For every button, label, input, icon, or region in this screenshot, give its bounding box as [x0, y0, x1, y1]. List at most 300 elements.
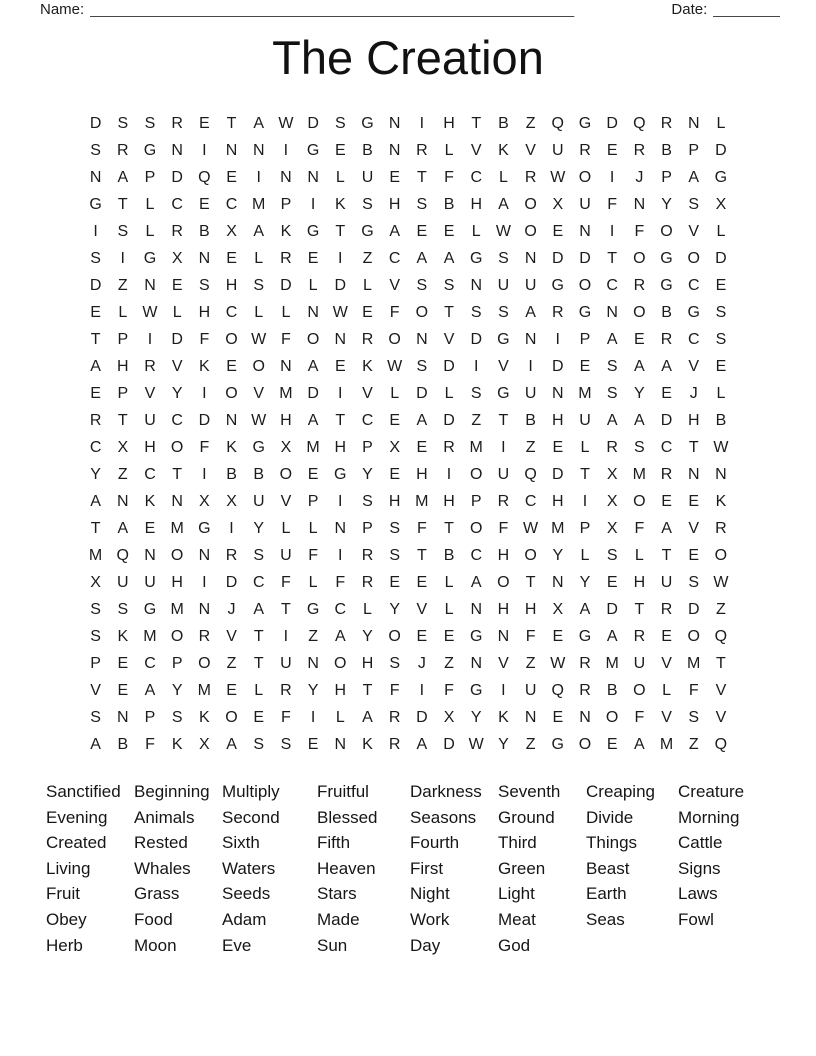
word-item: Adam: [222, 909, 267, 929]
grid-cell: L: [716, 114, 726, 132]
grid-row: [82, 488, 735, 515]
word-item: Meat: [498, 909, 536, 929]
grid-row: [82, 677, 735, 704]
grid-cell: D: [606, 114, 618, 132]
grid-cell: A: [307, 411, 319, 429]
grid-cell: K: [498, 708, 509, 726]
grid-cell: T: [634, 600, 645, 618]
grid-cell: U: [117, 573, 129, 591]
grid-cell: O: [170, 438, 184, 456]
grid-cell: C: [144, 654, 156, 672]
word-item: Beast: [586, 858, 630, 878]
grid-cell: E: [171, 276, 183, 294]
grid-cell: Z: [226, 654, 237, 672]
grid-cell: E: [226, 357, 237, 375]
grid-cell: R: [660, 600, 673, 618]
grid-cell: H: [334, 681, 347, 699]
grid-cell: P: [144, 708, 156, 726]
grid-cell: O: [687, 627, 700, 645]
word-item: Seeds: [222, 884, 271, 904]
word-item: Stars: [317, 884, 357, 904]
grid-cell: N: [225, 411, 238, 429]
grid-cell: E: [552, 708, 564, 726]
grid-cell: H: [524, 600, 537, 618]
grid-cell: L: [118, 303, 128, 321]
grid-cell: G: [714, 168, 728, 186]
grid-cell: E: [334, 141, 346, 159]
grid-cell: I: [338, 492, 343, 510]
grid-cell: O: [415, 303, 429, 321]
grid-cell: N: [715, 465, 727, 483]
grid-cell: W: [523, 519, 539, 537]
grid-cell: V: [280, 492, 292, 510]
grid-cell: I: [229, 519, 234, 537]
grid-cell: J: [689, 384, 698, 402]
grid-cell: V: [362, 384, 373, 402]
grid-cell: R: [388, 735, 401, 753]
grid-cell: G: [306, 141, 320, 159]
grid-cell: O: [714, 546, 728, 564]
grid-cell: A: [253, 222, 265, 240]
name-fill-line: __________________________________________________________: [90, 1, 575, 18]
word-item: Darkness: [410, 782, 482, 801]
grid-cell: M: [88, 546, 103, 564]
grid-cell: L: [281, 519, 291, 537]
grid-cell: Y: [362, 627, 373, 645]
grid-cell: Y: [661, 195, 672, 213]
grid-cell: H: [198, 303, 211, 321]
grid-cell: H: [144, 438, 156, 456]
grid-cell: L: [335, 708, 345, 726]
grid-cell: S: [389, 654, 400, 672]
grid-row: [82, 515, 735, 542]
grid-cell: F: [308, 546, 318, 564]
grid-cell: F: [416, 519, 427, 537]
grid-cell: G: [306, 600, 320, 618]
grid-cell: N: [117, 492, 129, 510]
grid-cell: P: [144, 168, 156, 186]
grid-cell: H: [633, 573, 646, 591]
grid-cell: S: [389, 519, 400, 537]
grid-cell: E: [715, 357, 727, 375]
grid-cell: E: [117, 654, 129, 672]
grid-cell: S: [606, 384, 618, 402]
grid-cell: R: [633, 627, 646, 645]
grid-cell: F: [335, 573, 346, 591]
grid-cell: N: [117, 708, 129, 726]
grid-cell: R: [715, 519, 727, 537]
grid-cell: D: [198, 411, 211, 429]
grid-cell: E: [661, 384, 672, 402]
word-bank-column: [46, 779, 134, 958]
word-item: Ground: [498, 807, 555, 827]
grid-cell: W: [332, 303, 348, 321]
word-bank-column: [317, 779, 410, 958]
grid-cell: W: [713, 573, 729, 591]
grid-cell: S: [416, 195, 428, 213]
grid-cell: F: [525, 627, 536, 645]
grid-cell: O: [469, 519, 483, 537]
grid-cell: A: [606, 627, 618, 645]
word-item: Fifth: [317, 833, 351, 853]
grid-cell: H: [388, 195, 401, 213]
grid-cell: F: [281, 573, 291, 591]
grid-cell: O: [198, 654, 211, 672]
grid-cell: N: [334, 735, 347, 753]
grid-cell: F: [145, 735, 155, 753]
grid-cell: I: [202, 384, 207, 402]
grid-cell: L: [444, 600, 454, 618]
grid-cell: S: [90, 627, 101, 645]
grid-cell: O: [687, 249, 700, 267]
grid-cell: T: [362, 681, 373, 699]
grid-cell: F: [688, 681, 699, 699]
grid-cell: C: [171, 411, 183, 429]
grid-cell: N: [416, 330, 428, 348]
grid-cell: C: [225, 195, 238, 213]
grid-cell: G: [306, 222, 320, 240]
grid-cell: D: [443, 411, 455, 429]
grid-cell: W: [387, 357, 403, 375]
grid-cell: F: [634, 519, 645, 537]
grid-cell: V: [470, 141, 482, 159]
word-item: Multiply: [222, 782, 280, 801]
grid-cell: I: [338, 249, 343, 267]
grid-cell: G: [361, 222, 374, 240]
grid-cell: G: [143, 141, 157, 159]
grid-cell: A: [416, 249, 428, 267]
grid-cell: X: [606, 492, 618, 510]
grid-row: [82, 326, 735, 353]
grid-cell: E: [661, 627, 672, 645]
grid-cell: I: [582, 492, 588, 510]
grid-cell: Z: [525, 735, 536, 753]
grid-cell: C: [225, 303, 238, 321]
grid-cell: P: [117, 330, 129, 348]
word-item: Herb: [46, 935, 83, 955]
grid-cell: R: [89, 411, 102, 429]
word-item: Creature: [678, 782, 745, 801]
grid-cell: P: [470, 492, 482, 510]
grid-cell: L: [662, 681, 671, 699]
word-item: Fourth: [410, 833, 460, 853]
grid-cell: Q: [198, 168, 211, 186]
grid-cell: T: [416, 546, 427, 564]
grid-cell: A: [634, 357, 645, 375]
grid-cell: W: [278, 114, 294, 132]
grid-cell: E: [307, 465, 319, 483]
grid-cell: W: [550, 654, 566, 672]
grid-cell: G: [198, 519, 211, 537]
grid-cell: S: [443, 276, 455, 294]
grid-cell: E: [552, 222, 564, 240]
grid-cell: E: [634, 330, 645, 348]
grid-cell: U: [144, 411, 156, 429]
grid-cell: O: [633, 303, 646, 321]
grid-cell: S: [498, 249, 509, 267]
grid-cell: G: [469, 681, 483, 699]
grid-cell: L: [580, 546, 590, 564]
grid-cell: D: [171, 168, 183, 186]
grid-cell: L: [444, 384, 454, 402]
grid-cell: D: [443, 735, 455, 753]
grid-cell: J: [227, 600, 236, 618]
grid-cell: X: [606, 465, 618, 483]
grid-cell: Q: [116, 546, 129, 564]
grid-cell: R: [361, 330, 374, 348]
word-item: Signs: [678, 858, 721, 878]
grid-cell: T: [471, 114, 482, 132]
grid-row: [82, 542, 735, 569]
grid-cell: G: [469, 249, 483, 267]
grid-cell: S: [688, 708, 700, 726]
word-item: Moon: [134, 935, 177, 955]
grid-cell: Q: [714, 627, 728, 645]
grid-cell: L: [145, 195, 155, 213]
grid-cell: A: [634, 411, 645, 429]
word-item: Food: [134, 909, 173, 929]
grid-cell: I: [609, 168, 615, 186]
grid-row: [82, 380, 735, 407]
grid-cell: A: [416, 411, 428, 429]
word-item: Fruit: [46, 884, 80, 904]
word-item: Third: [498, 833, 537, 853]
grid-cell: R: [579, 681, 591, 699]
grid-cell: T: [688, 438, 699, 456]
grid-cell: D: [225, 573, 238, 591]
grid-cell: H: [552, 411, 564, 429]
grid-cell: N: [552, 573, 564, 591]
grid-cell: G: [551, 735, 564, 753]
grid-cell: L: [471, 222, 481, 240]
grid-cell: L: [308, 519, 318, 537]
grid-cell: A: [498, 195, 509, 213]
grid-cell: H: [443, 492, 455, 510]
grid-cell: X: [199, 492, 210, 510]
grid-cell: A: [117, 519, 129, 537]
grid-cell: M: [605, 654, 619, 672]
grid-cell: B: [498, 114, 509, 132]
grid-cell: N: [280, 357, 292, 375]
grid-cell: A: [307, 357, 319, 375]
grid-cell: I: [202, 141, 207, 159]
grid-cell: S: [498, 303, 509, 321]
grid-cell: M: [632, 465, 646, 483]
grid-cell: S: [253, 735, 265, 753]
grid-row: [82, 218, 735, 245]
grid-cell: W: [713, 438, 729, 456]
grid-cell: A: [226, 735, 237, 753]
grid-cell: N: [198, 600, 211, 618]
word-item: Earth: [586, 884, 627, 904]
grid-cell: Z: [308, 627, 318, 645]
grid-cell: N: [307, 654, 319, 672]
grid-cell: E: [226, 681, 237, 699]
grid-cell: U: [524, 681, 537, 699]
grid-cell: E: [661, 492, 672, 510]
word-item: Things: [586, 833, 638, 853]
grid-cell: E: [416, 222, 428, 240]
grid-cell: D: [606, 600, 618, 618]
grid-cell: B: [525, 411, 536, 429]
grid-cell: K: [199, 708, 210, 726]
grid-row: [82, 731, 735, 758]
grid-cell: G: [89, 195, 102, 213]
word-item: Seventh: [498, 782, 561, 801]
word-bank-column: [134, 779, 222, 958]
grid-cell: A: [606, 411, 618, 429]
grid-cell: V: [661, 708, 672, 726]
grid-cell: I: [446, 465, 452, 483]
grid-cell: Z: [117, 465, 128, 483]
grid-cell: A: [362, 708, 373, 726]
grid-cell: S: [470, 384, 482, 402]
grid-cell: X: [389, 438, 400, 456]
grid-cell: H: [687, 411, 700, 429]
grid-cell: G: [252, 438, 265, 456]
grid-cell: H: [416, 465, 428, 483]
grid-cell: I: [256, 168, 261, 186]
grid-cell: M: [578, 384, 592, 402]
letter-grid: [82, 110, 735, 758]
grid-cell: F: [634, 708, 645, 726]
grid-cell: D: [552, 249, 564, 267]
grid-cell: O: [660, 222, 673, 240]
grid-cell: N: [89, 168, 102, 186]
grid-cell: T: [172, 465, 183, 483]
grid-row: [82, 569, 735, 596]
grid-cell: T: [498, 411, 509, 429]
grid-cell: R: [443, 438, 455, 456]
grid-cell: I: [147, 330, 153, 348]
grid-cell: S: [362, 195, 373, 213]
word-item: Beginning: [134, 782, 210, 801]
word-item: Animals: [134, 807, 195, 827]
grid-cell: S: [334, 114, 346, 132]
grid-cell: A: [606, 330, 618, 348]
grid-cell: A: [90, 357, 101, 375]
grid-cell: F: [199, 438, 210, 456]
grid-cell: X: [90, 573, 101, 591]
grid-cell: A: [389, 222, 400, 240]
grid-cell: D: [687, 600, 700, 618]
grid-cell: D: [280, 276, 292, 294]
grid-cell: X: [552, 600, 564, 618]
grid-cell: I: [310, 195, 316, 213]
grid-cell: K: [117, 627, 129, 645]
grid-cell: N: [334, 519, 347, 537]
grid-cell: F: [498, 519, 509, 537]
word-bank-column: [222, 779, 317, 958]
word-item: Sanctified: [46, 782, 121, 801]
grid-cell: C: [606, 276, 618, 294]
grid-cell: B: [199, 222, 210, 240]
grid-cell: X: [171, 249, 183, 267]
grid-cell: E: [226, 249, 237, 267]
grid-cell: Y: [362, 465, 373, 483]
word-item: Divide: [586, 807, 634, 827]
grid-cell: A: [90, 735, 101, 753]
grid-cell: I: [202, 573, 207, 591]
word-item: Laws: [678, 884, 718, 904]
grid-cell: G: [551, 276, 564, 294]
word-item: Seas: [586, 909, 625, 929]
grid-cell: E: [606, 735, 618, 753]
grid-cell: I: [473, 357, 479, 375]
grid-cell: F: [281, 708, 291, 726]
grid-cell: W: [495, 222, 511, 240]
grid-cell: U: [660, 573, 673, 591]
grid-cell: E: [90, 384, 101, 402]
grid-cell: R: [524, 168, 537, 186]
grid-cell: E: [715, 276, 727, 294]
grid-row: [82, 137, 735, 164]
grid-cell: A: [90, 492, 101, 510]
grid-cell: R: [361, 546, 374, 564]
grid-cell: X: [117, 438, 129, 456]
grid-cell: H: [552, 492, 564, 510]
grid-row: [82, 650, 735, 677]
grid-cell: E: [144, 519, 156, 537]
grid-cell: H: [388, 492, 401, 510]
grid-cell: A: [253, 114, 265, 132]
grid-cell: I: [419, 114, 425, 132]
word-bank-column: [678, 779, 778, 958]
grid-cell: O: [605, 708, 619, 726]
grid-cell: E: [579, 357, 591, 375]
grid-cell: D: [416, 384, 428, 402]
grid-cell: K: [362, 735, 373, 753]
grid-cell: Z: [471, 411, 482, 429]
grid-cell: Q: [551, 681, 564, 699]
grid-cell: W: [142, 303, 158, 321]
grid-cell: E: [226, 168, 237, 186]
grid-cell: V: [171, 357, 183, 375]
grid-cell: Y: [470, 708, 482, 726]
grid-cell: P: [117, 384, 129, 402]
grid-cell: M: [170, 600, 184, 618]
grid-cell: S: [90, 708, 101, 726]
grid-cell: D: [89, 276, 102, 294]
grid-cell: P: [90, 654, 101, 672]
grid-cell: V: [661, 654, 672, 672]
grid-cell: I: [419, 681, 425, 699]
grid-cell: P: [307, 492, 319, 510]
grid-cell: R: [633, 141, 646, 159]
grid-cell: I: [528, 357, 533, 375]
grid-cell: Z: [525, 438, 536, 456]
grid-cell: R: [144, 357, 156, 375]
grid-cell: R: [606, 438, 618, 456]
grid-cell: K: [171, 735, 183, 753]
grid-cell: N: [524, 249, 537, 267]
grid-cell: W: [550, 168, 566, 186]
grid-cell: L: [498, 168, 508, 186]
grid-cell: Z: [716, 600, 726, 618]
grid-cell: A: [470, 573, 482, 591]
grid-cell: M: [143, 627, 157, 645]
grid-cell: T: [444, 303, 454, 321]
grid-cell: A: [525, 303, 536, 321]
grid-cell: L: [308, 276, 318, 294]
grid-cell: S: [253, 276, 265, 294]
grid-cell: T: [253, 627, 264, 645]
grid-cell: N: [497, 627, 510, 645]
grid-cell: X: [226, 492, 237, 510]
grid-cell: C: [524, 492, 537, 510]
grid-row: [82, 272, 735, 299]
grid-cell: N: [579, 708, 591, 726]
